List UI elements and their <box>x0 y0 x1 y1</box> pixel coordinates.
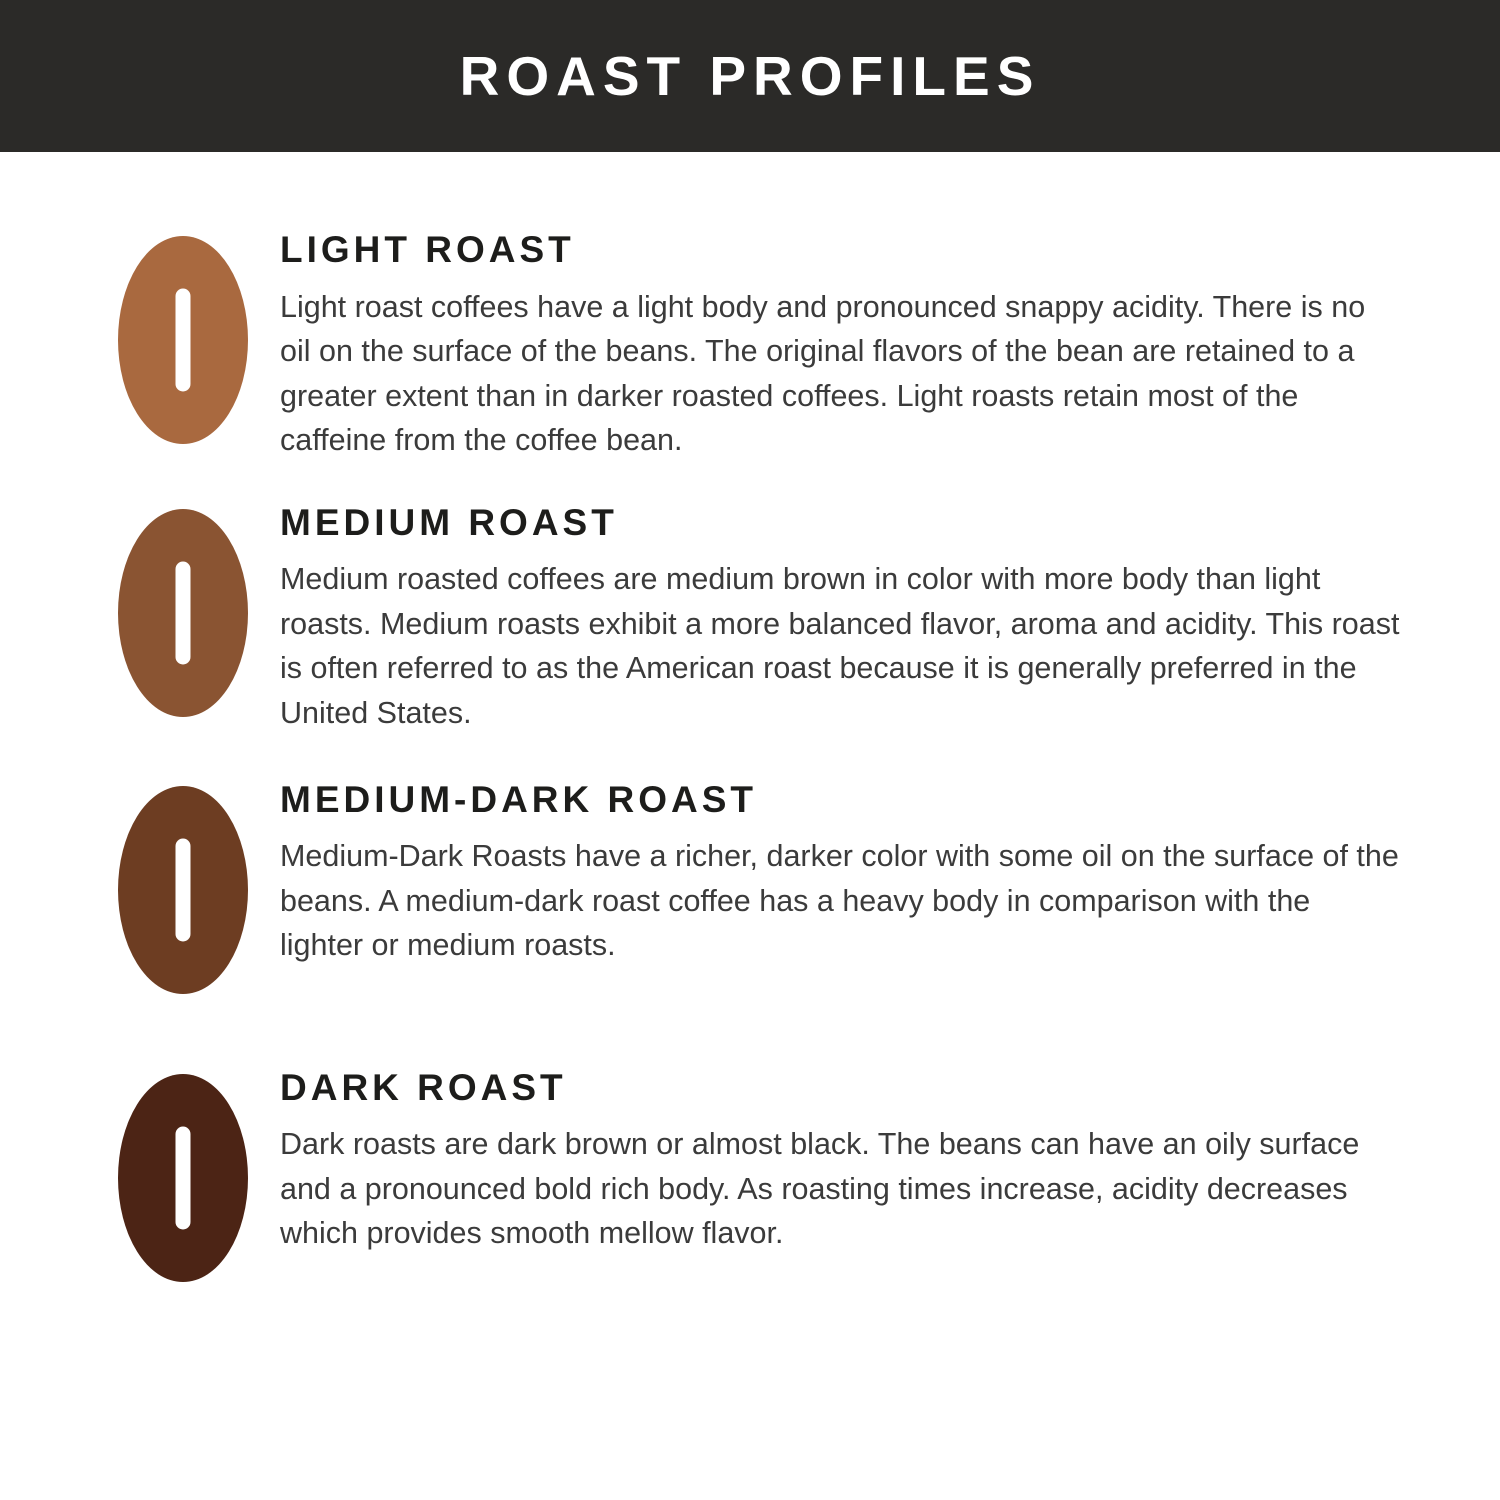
coffee-bean-icon <box>118 236 248 444</box>
list-item <box>88 503 1400 736</box>
bean-crease <box>176 1126 191 1229</box>
profile-text <box>278 1068 1400 1256</box>
list-item <box>88 780 1400 994</box>
profile-text <box>278 230 1400 463</box>
bean-crease <box>176 838 191 941</box>
list-item <box>88 230 1400 463</box>
bean-icon-wrap <box>88 780 278 994</box>
coffee-bean-icon <box>118 509 248 717</box>
roast-description: Medium-Dark Roasts have a richer, darker color with some oil on the surface of the beans. A medium-dark roast coffee has a heavy body in comparison with the lighter or medium roasts. <box>280 839 1399 963</box>
roast-title: MEDIUM ROAST <box>280 501 618 543</box>
roast-description: Light roast coffees have a light body and pronounced snappy acidity. There is no oil on the surface of the beans. The original flavors of the bean are retained to a greater extent than in darker roasted coffees. Light roasts retain most of the caffeine from the coffee bean. <box>280 289 1366 458</box>
roast-description: Dark roasts are dark brown or almost black. The beans can have an oily surface and a pronounced bold rich body. As roasting times increase, acidity decreases which provides smooth mellow flavor. <box>280 1127 1360 1251</box>
bean-icon-wrap <box>88 1068 278 1282</box>
coffee-bean-icon <box>118 1074 248 1282</box>
list-item <box>88 1068 1400 1282</box>
profile-text <box>278 780 1400 968</box>
roast-title: MEDIUM-DARK ROAST <box>280 778 758 820</box>
bean-crease <box>176 561 191 664</box>
roast-title: DARK ROAST <box>280 1066 567 1108</box>
coffee-bean-icon <box>118 786 248 994</box>
profile-text <box>278 503 1400 736</box>
page-header <box>0 0 1500 152</box>
roast-title: LIGHT ROAST <box>280 229 575 270</box>
page-title: ROAST PROFILES <box>459 45 1041 107</box>
roast-description: Medium roasted coffees are medium brown in color with more body than light roasts. Medium roasts exhibit a more balanced flavor, aroma and acidity. This roast is often referred to as the American roast because it is generally preferred in the United States. <box>280 562 1400 730</box>
profiles-list <box>0 152 1500 1500</box>
bean-icon-wrap <box>88 230 278 444</box>
bean-crease <box>176 289 191 392</box>
bean-icon-wrap <box>88 503 278 717</box>
